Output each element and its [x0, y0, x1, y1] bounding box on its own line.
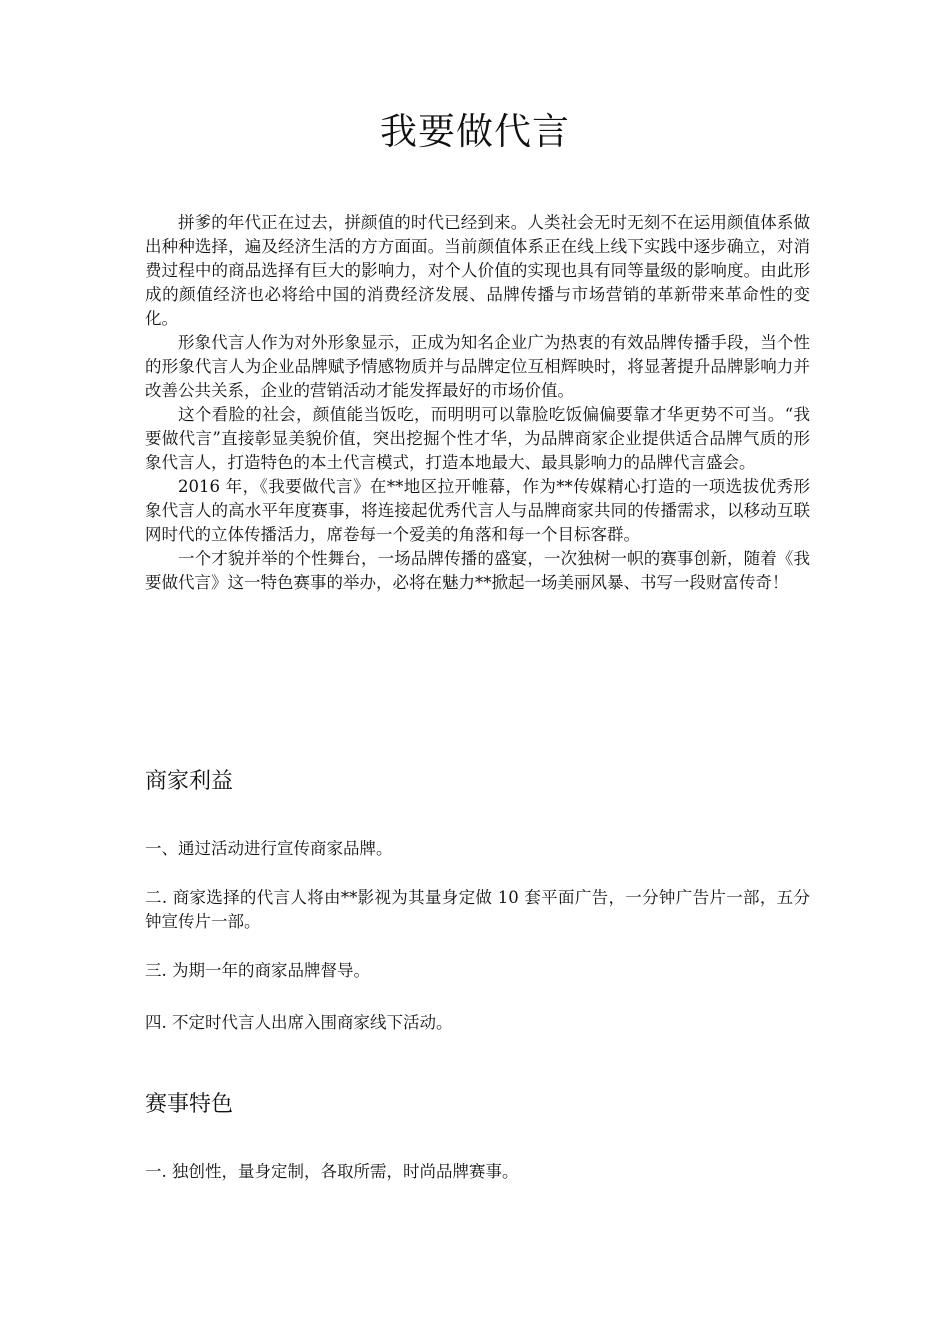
intro-paragraph: 形象代言人作为对外形象显示，正成为知名企业广为热衷的有效品牌传播手段，当个性的形象代言人为企业品牌赋予情感物质并与品牌定位互相辉映时，将显著提升品牌影响力并改善公共关系，企业的营销活动才能发挥最好的市场价值。 [145, 333, 810, 400]
intro-paragraph: 2016 年，《我要做代言》在**地区拉开帷幕，作为**传媒精心打造的一项选拔优秀形象代言人的高水平年度赛事，将连接起优秀代言人与品牌商家共同的传播需求，以移动互联网时代的立体传播活力，席卷每一个爱美的角落和每一个目标客群。 [145, 477, 810, 544]
merchant-benefits-heading: 商家利益 [145, 769, 234, 794]
intro-paragraph: 这个看脸的社会，颜值能当饭吃，而明明可以靠脸吃饭偏偏要靠才华更势不可当。“我要做代言”直接彰显美貌价值，突出挖掘个性才华，为品牌商家企业提供适合品牌气质的形象代言人，打造特色的本土代言模式，打造本地最大、最具影响力的品牌代言盛会。 [145, 405, 810, 472]
event-features-heading: 赛事特色 [145, 1092, 234, 1117]
benefit-item: 二. 商家选择的代言人将由**影视为其量身定做 10 套平面广告，一分钟广告片一部，五分钟宣传片一部。 [145, 888, 810, 931]
intro-paragraph: 拼爹的年代正在过去，拼颜值的时代已经到来。人类社会无时无刻不在运用颜值体系做出种种选择，遍及经济生活的方方面面。当前颜值体系正在线上线下实践中逐步确立，对消费过程中的商品选择有巨大的影响力，对个人价值的实现也具有同等量级的影响度。由此形成的颜值经济也必将给中国的消费经济发展、品牌传播与市场营销的革新带来革命性的变化。 [145, 213, 810, 328]
intro-paragraph: 一个才貌并举的个性舞台，一场品牌传播的盛宴，一次独树一帜的赛事创新，随着《我要做代言》这一特色赛事的举办，必将在魅力**掀起一场美丽风暴、书写一段财富传奇！ [145, 549, 810, 592]
feature-item: 一. 独创性，量身定制，各取所需，时尚品牌赛事。 [145, 1162, 519, 1181]
benefit-item: 一、通过活动进行宣传商家品牌。 [145, 839, 393, 858]
document-title: 我要做代言 [380, 110, 570, 153]
benefit-item: 三. 为期一年的商家品牌督导。 [145, 961, 370, 980]
benefit-item: 四. 不定时代言人出席入围商家线下活动。 [145, 1013, 453, 1032]
intro-section [145, 211, 810, 595]
